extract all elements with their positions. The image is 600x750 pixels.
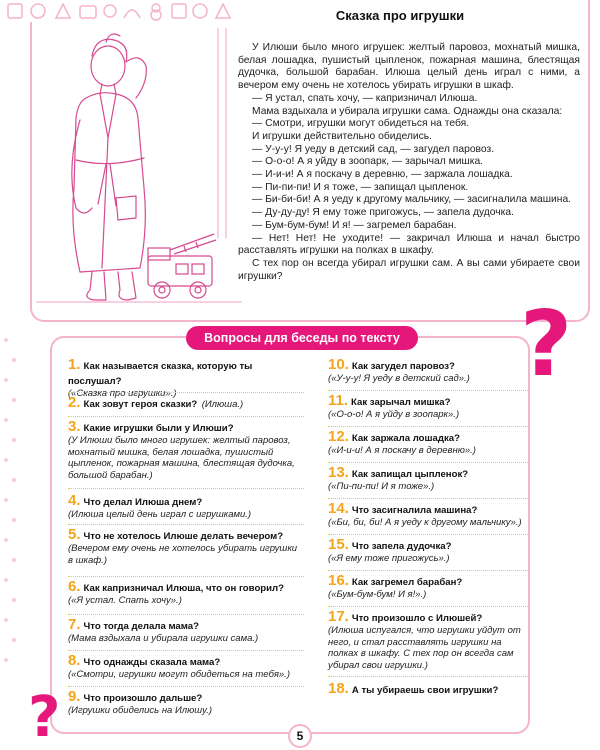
question-item <box>68 690 304 717</box>
question-number: 10. <box>328 356 349 373</box>
toy-icons-strip <box>0 0 240 22</box>
question-text: Как загремел барабан? <box>351 577 463 588</box>
question-number: 5. <box>68 526 81 543</box>
page-number: 5 <box>288 724 312 748</box>
story-paragraph: — Бум-бум-бум! И я! — загремел барабан. <box>252 219 457 231</box>
story-paragraph: У Илюши было много игрушек: желтый паровоз, мохнатый мишка, белая лошадка, пушистый цыпленок, пожарная машина, блестящая дудочка, большой барабан. Илюша целый день играл с ними, а вечером ему очень не хотелось убирать игрушки в шкаф. <box>238 42 580 92</box>
question-item <box>328 466 528 493</box>
answer-text: («Пи-пи-пи! И я тоже».) <box>328 481 435 492</box>
story-paragraph: — У-у-у! Я уеду в детский сад, — загудел паровоз. <box>252 143 495 155</box>
question-mark-icon: ? <box>28 685 61 750</box>
answer-text: («Смотри, игрушки могут обидеться на тебя».) <box>68 669 290 680</box>
question-number: 1. <box>68 356 81 373</box>
story-paragraph: — О-о-о! А я уйду в зоопарк, — зарычал мишка. <box>252 156 484 168</box>
answer-text: («И-и-и! А я поскачу в деревню».) <box>328 445 476 456</box>
divider <box>68 650 304 651</box>
divider <box>328 462 528 463</box>
question-text: Как запищал цыпленок? <box>351 469 469 480</box>
question-number: 13. <box>328 464 349 481</box>
question-text: Как зовут героя сказки? <box>83 399 198 410</box>
question-number: 8. <box>68 652 81 669</box>
question-item <box>328 502 528 529</box>
divider <box>328 534 528 535</box>
answer-text: («У-у-у! Я уеду в детский сад».) <box>328 373 470 384</box>
question-item <box>68 494 304 521</box>
question-number: 3. <box>68 418 81 435</box>
answer-text: («Я устал. Спать хочу».) <box>68 595 182 606</box>
question-text: А ты убираешь свои игрушки? <box>351 685 499 696</box>
divider <box>68 416 304 417</box>
question-text: Что произошло с Илюшей? <box>351 613 483 624</box>
side-dot-pattern <box>0 330 20 750</box>
divider <box>328 676 528 677</box>
question-item <box>68 358 304 400</box>
divider <box>68 614 304 615</box>
story-paragraph: — Я устал, спать хочу, — капризничал Илюша. <box>252 92 478 104</box>
question-text: Что не хотелось Илюше делать вечером? <box>83 531 284 542</box>
story-paragraph: — Ду-ду-ду! Я ему тоже пригожусь, — запела дудочка. <box>252 207 514 219</box>
question-mark-icon: ? <box>520 292 573 397</box>
question-number: 15. <box>328 536 349 553</box>
answer-text: (Илюша испугался, что игрушки уйдут от него, и стал расставлять игрушки на полках в шкафу. С тех пор он всегда сам убирал свои игрушки.) <box>328 625 521 671</box>
divider <box>328 570 528 571</box>
answer-text: (Игрушки обиделись на Илюшу.) <box>68 705 213 716</box>
divider <box>328 390 528 391</box>
question-item <box>328 394 528 421</box>
story-text <box>238 42 580 283</box>
question-item <box>328 358 528 385</box>
question-number: 4. <box>68 492 81 509</box>
divider <box>328 606 528 607</box>
question-text: Что делал Илюша днем? <box>83 497 203 508</box>
divider <box>328 498 528 499</box>
question-item <box>68 396 304 411</box>
question-item <box>328 538 528 565</box>
question-item <box>68 618 304 645</box>
question-number: 7. <box>68 616 81 633</box>
question-item <box>328 682 528 697</box>
question-text: Что тогда делала мама? <box>83 621 199 632</box>
question-text: Как заржала лошадка? <box>351 433 460 444</box>
question-text: Что произошло дальше? <box>83 693 203 704</box>
question-text: Как зарычал мишка? <box>351 397 451 408</box>
story-paragraph: И игрушки действительно обиделись. <box>252 130 433 142</box>
story-paragraph: — Нет! Нет! Не уходите! — закричал Илюша и начал быстро расставлять игрушки на полках в шкафу. <box>238 232 580 257</box>
question-item <box>328 610 528 671</box>
story-paragraph: — Смотри, игрушки могут обидеться на тебя. <box>252 118 470 130</box>
story-paragraph: Мама вздыхала и убирала игрушки сама. Однажды она сказала: <box>252 105 563 117</box>
question-number: 18. <box>328 680 349 697</box>
answer-text: (Вечером ему очень не хотелось убирать игрушки в шкаф.) <box>68 543 298 566</box>
question-text: Как называется сказка, которую ты послушал? <box>68 361 253 387</box>
question-number: 16. <box>328 572 349 589</box>
question-item <box>328 430 528 457</box>
question-item <box>68 654 304 681</box>
answer-text: (У Илюши было много игрушек: желтый паровоз, мохнатый мишка, белая лошадка, пушистый цыпленок, пожарная машина, блестящая дудочка, большой барабан.) <box>68 435 295 481</box>
question-number: 9. <box>68 688 81 705</box>
answer-text: (Илюша.) <box>201 399 244 410</box>
mother-illustration <box>36 28 242 306</box>
question-item <box>328 574 528 601</box>
divider <box>68 488 304 489</box>
question-number: 11. <box>328 392 349 409</box>
answer-text: («Я ему тоже пригожусь».) <box>328 553 450 564</box>
question-item <box>68 420 304 481</box>
divider <box>328 426 528 427</box>
story-paragraph: С тех пор он всегда убирал игрушки сам. А вы сами убираете свои игрушки? <box>238 257 580 282</box>
answer-text: («О-о-о! А я уйду в зоопарк».) <box>328 409 460 420</box>
answer-text: (Мама вздыхала и убирала игрушки сама.) <box>68 633 259 644</box>
answer-text: («Бум-бум-бум! И я!».) <box>328 589 427 600</box>
story-paragraph: — Пи-пи-пи! И я тоже, — запищал цыпленок. <box>252 181 469 193</box>
question-number: 12. <box>328 428 349 445</box>
question-number: 6. <box>68 578 81 595</box>
question-text: Как загудел паровоз? <box>351 361 455 372</box>
answer-text: («Сказка про игрушки».) <box>68 388 177 399</box>
question-item <box>68 528 304 566</box>
divider <box>68 392 304 393</box>
story-title: Сказка про игрушки <box>335 8 465 23</box>
question-text: Что запела дудочка? <box>351 541 452 552</box>
question-item <box>68 580 304 607</box>
question-number: 2. <box>68 394 81 411</box>
question-number: 17. <box>328 608 349 625</box>
answer-text: (Илюша целый день играл с игрушками.) <box>68 509 252 520</box>
questions-header: Вопросы для беседы по тексту <box>186 326 418 350</box>
question-text: Что засигналила машина? <box>351 505 478 516</box>
answer-text: («Би, би, би! А я уеду к другому мальчику».) <box>328 517 522 528</box>
question-text: Что однажды сказала мама? <box>83 657 221 668</box>
story-paragraph: — Би-би-би! А я уеду к другому мальчику, — засигналила машина. <box>252 194 572 206</box>
divider <box>68 524 304 525</box>
story-paragraph: — И-и-и! А я поскачу в деревню, — заржала лошадка. <box>252 169 513 181</box>
question-number: 14. <box>328 500 349 517</box>
question-text: Какие игрушки были у Илюши? <box>83 423 234 434</box>
divider <box>68 686 304 687</box>
question-text: Как капризничал Илюша, что он говорил? <box>83 583 285 594</box>
divider <box>68 576 304 577</box>
